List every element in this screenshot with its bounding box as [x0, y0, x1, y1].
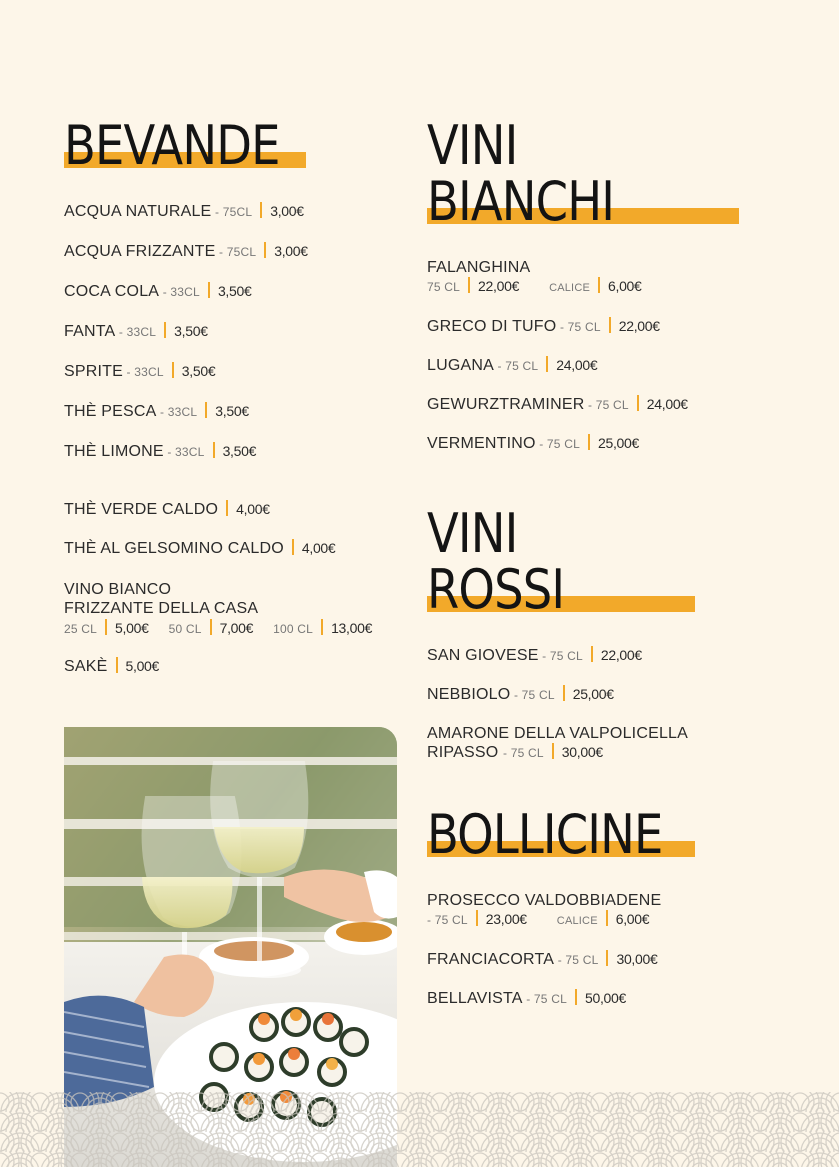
wave-pattern-decoration: [0, 1092, 839, 1167]
menu-item-amarone: AMARONE DELLA VALPOLICELLA RIPASSO - 75 CL 30,00€: [427, 725, 689, 761]
menu-item: COCA COLA - 33CL 3,50€: [64, 283, 252, 300]
bevande-list: [64, 202, 409, 676]
menu-item: NEBBIOLO - 75 CL 25,00€: [427, 686, 614, 703]
menu-item: THÈ VERDE CALDO 4,00€: [64, 501, 270, 518]
vini-rossi-list: [427, 646, 807, 763]
menu-item: THÈ PESCA - 33CL 3,50€: [64, 403, 249, 420]
menu-item: SPRITE - 33CL 3,50€: [64, 363, 216, 380]
menu-item: FRANCIACORTA - 75 CL 30,00€: [427, 951, 658, 968]
bevande-column: [64, 114, 409, 676]
menu-item-vino-casa: VINO BIANCO FRIZZANTE DELLA CASA 25 CL 5,00€ 50 CL 7,00€ 100 CL 13,00€: [64, 581, 373, 636]
bollicine-heading: BOLLICINE: [427, 807, 689, 863]
menu-item: THÈ AL GELSOMINO CALDO 4,00€: [64, 540, 336, 557]
menu-item: GRECO DI TUFO - 75 CL 22,00€: [427, 318, 660, 335]
menu-item: BELLAVISTA - 75 CL 50,00€: [427, 990, 626, 1007]
menu-item: GEWURZTRAMINER - 75 CL 24,00€: [427, 396, 688, 413]
menu-item: FANTA - 33CL 3,50€: [64, 323, 208, 340]
menu-item-prosecco: PROSECCO VALDOBBIADENE - 75 CL 23,00€ CALICE 6,00€: [427, 892, 662, 927]
bollicine-list: [427, 891, 807, 1009]
menu-item: ACQUA FRIZZANTE - 75CL 3,00€: [64, 243, 308, 260]
menu-item: SAKÈ 5,00€: [64, 658, 160, 675]
menu-item-falanghina: FALANGHINA 75 CL 22,00€ CALICE 6,00€: [427, 259, 642, 294]
vini-bianchi-heading: VINI BIANCHI: [427, 118, 733, 230]
menu-item: THÈ LIMONE - 33CL 3,50€: [64, 443, 257, 460]
menu-item: LUGANA - 75 CL 24,00€: [427, 357, 598, 374]
menu-item: SAN GIOVESE - 75 CL 22,00€: [427, 647, 642, 664]
vini-rossi-heading: VINI ROSSI: [427, 506, 689, 618]
bevande-heading: BEVANDE: [64, 118, 300, 174]
wine-column: [427, 114, 807, 1009]
vini-bianchi-list: [427, 258, 807, 454]
menu-item: VERMENTINO - 75 CL 25,00€: [427, 435, 639, 452]
menu-item: ACQUA NATURALE - 75CL 3,00€: [64, 203, 304, 220]
